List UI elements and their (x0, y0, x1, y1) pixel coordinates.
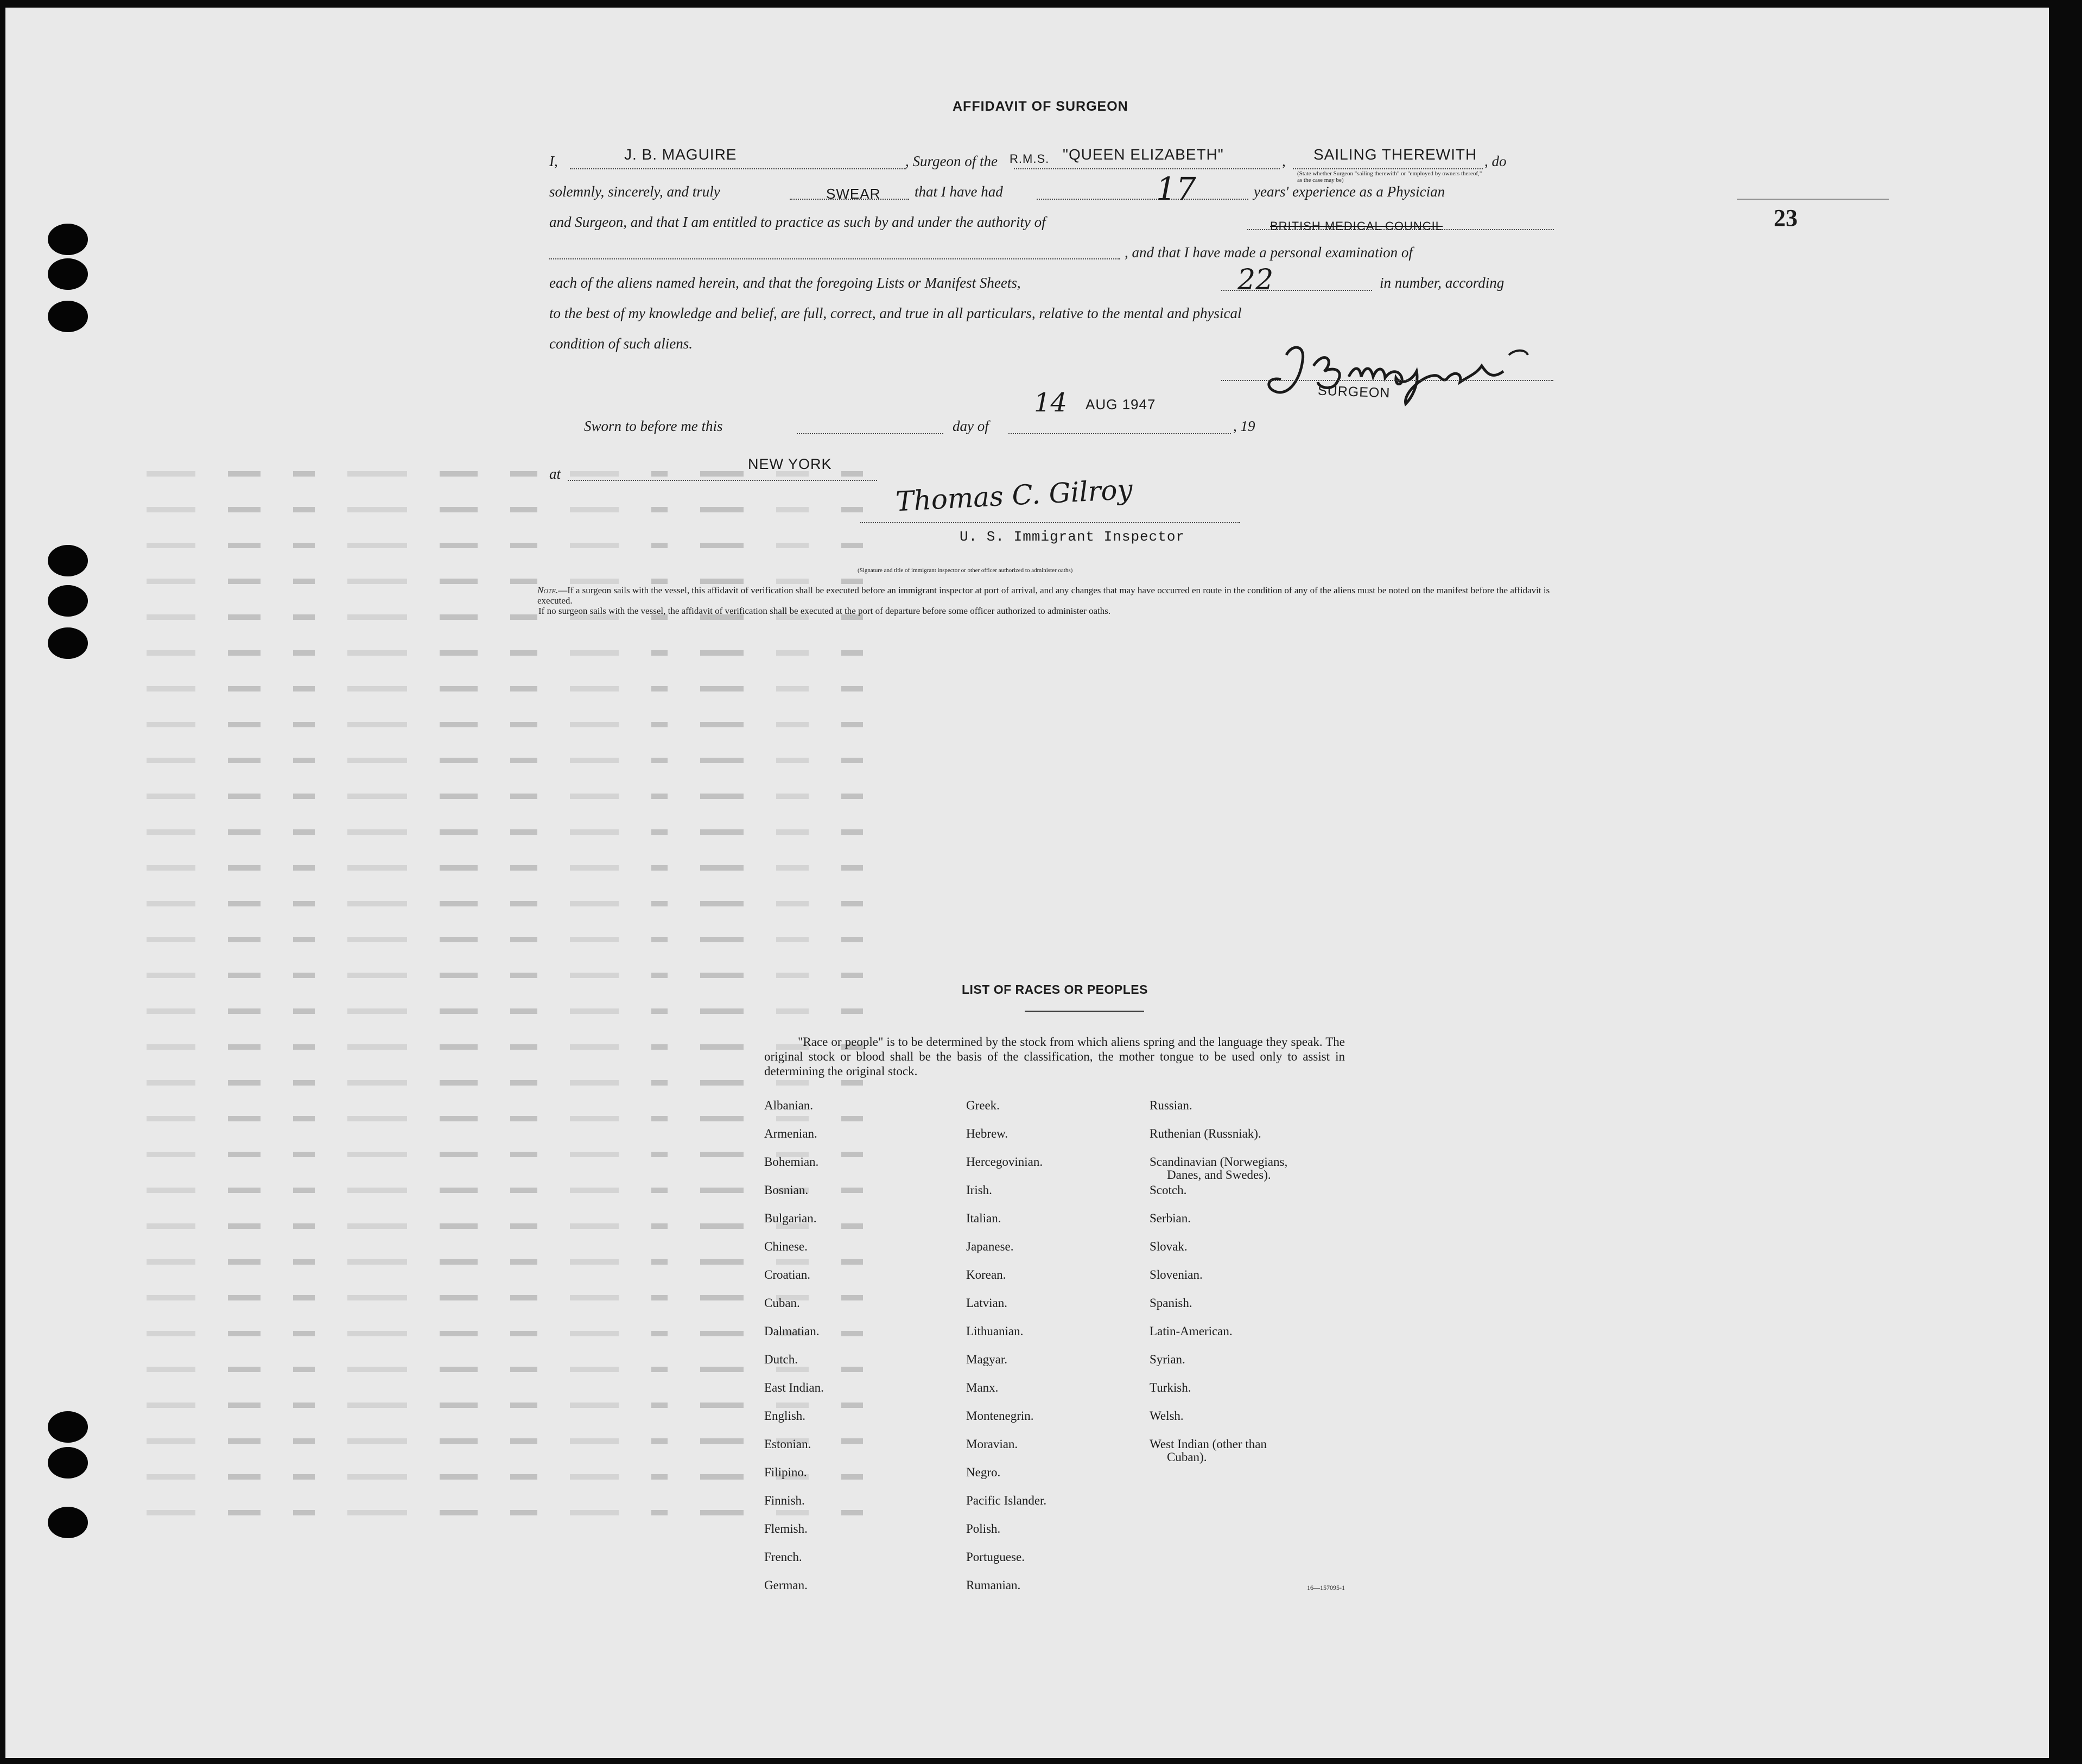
race-item: Pacific Islander. (966, 1494, 1047, 1507)
bleed-row-mark (147, 576, 1938, 585)
race-item: Dalmatian. (764, 1324, 820, 1338)
race-item: Welsh. (1150, 1409, 1184, 1423)
fill-line (568, 480, 877, 481)
race-item: Manx. (966, 1381, 999, 1394)
affidavit-text: in number, according (1380, 275, 1505, 291)
race-item: Scandinavian (Norwegians, (1150, 1155, 1288, 1169)
affidavit-text: and Surgeon, and that I am entitled to practice as such by and under the authority of (549, 214, 1046, 230)
sworn-place: NEW YORK (748, 456, 832, 472)
affidavit-text: that I have had (915, 183, 1003, 200)
bleed-row-mark (147, 1472, 1938, 1481)
affidavit-title: AFFIDAVIT OF SURGEON (953, 99, 1128, 114)
race-item: Russian. (1150, 1099, 1192, 1112)
binder-hole (48, 1411, 88, 1443)
ship-prefix: R.M.S. (1010, 152, 1050, 166)
affidavit-text: I, (549, 153, 558, 169)
binder-hole (48, 1447, 88, 1479)
note-label: Note. (537, 585, 558, 595)
sworn-date-hand: 14 (1034, 388, 1068, 418)
race-item: Bosnian. (764, 1183, 809, 1197)
race-item: Armenian. (764, 1127, 817, 1140)
race-item: Cuban. (764, 1296, 800, 1310)
bleed-row-mark (147, 791, 1938, 800)
fill-line (1037, 199, 1248, 200)
race-item: Rumanian. (966, 1578, 1021, 1592)
bleed-row-mark (147, 1078, 1938, 1087)
race-item: Slovak. (1150, 1240, 1188, 1253)
inspector-signature: Thomas C. Gilroy (894, 473, 1134, 518)
race-item: Greek. (966, 1099, 1000, 1112)
race-item: Flemish. (764, 1522, 808, 1535)
sailing-note: (State whether Surgeon "sailing therewith" or "employed by owners thereof," as the case may be) (1297, 170, 1482, 183)
race-item: Dutch. (764, 1353, 798, 1366)
binder-hole (48, 258, 88, 290)
races-intro: "Race or people" is to be determined by the stock from which aliens spring and the language they speak. The original stock or blood shall be the basis of the classification, the mother tongue to be used only to assist in determining the original stock. (764, 1035, 1345, 1078)
bleed-row-mark (147, 1257, 1938, 1266)
race-item: Chinese. (764, 1240, 808, 1253)
fill-line (570, 168, 906, 169)
race-item: Syrian. (1150, 1353, 1185, 1366)
affidavit-text: to the best of my knowledge and belief, are full, correct, and true in all particulars, relative to the mental and physical (549, 305, 1242, 321)
race-item: Croatian. (764, 1268, 810, 1281)
surgeon-label: SURGEON (1317, 383, 1391, 401)
bleed-row-mark (147, 1185, 1938, 1194)
affidavit-text: condition of such aliens. (549, 335, 693, 352)
binder-hole (48, 301, 88, 332)
race-item: Filipino. (764, 1465, 807, 1479)
authority: BRITISH MEDICAL COUNCIL (1270, 219, 1443, 233)
race-item: French. (764, 1550, 802, 1564)
bleed-row-mark (147, 827, 1938, 836)
race-item: Bulgarian. (764, 1211, 817, 1225)
affidavit-text: , and that I have made a personal examination of (1125, 244, 1413, 261)
race-item: Bohemian. (764, 1155, 819, 1169)
sheet-count: 22 (1237, 264, 1274, 296)
sailing-status: SAILING THEREWITH (1313, 146, 1477, 163)
affidavit-text: , (1282, 153, 1286, 169)
surgeon-signature-image (1254, 333, 1536, 415)
fill-line (860, 522, 1240, 523)
binder-hole (48, 1507, 88, 1538)
race-item: Spanish. (1150, 1296, 1192, 1310)
bleed-row-mark (147, 684, 1938, 693)
ship-name: "QUEEN ELIZABETH" (1063, 146, 1224, 163)
race-item: Japanese. (966, 1240, 1014, 1253)
race-item: Serbian. (1150, 1211, 1191, 1225)
affidavit-note (537, 585, 1558, 616)
sworn-text: , 19 (1233, 418, 1255, 434)
race-item: English. (764, 1409, 806, 1423)
race-item: Moravian. (966, 1437, 1018, 1451)
race-item: Irish. (966, 1183, 992, 1197)
binder-hole (48, 585, 88, 617)
years-experience: 17 (1156, 170, 1196, 207)
bleed-row-mark (147, 648, 1938, 657)
bleed-row-mark (147, 1114, 1938, 1122)
races-title: LIST OF RACES OR PEOPLES (962, 982, 1148, 997)
race-item: Italian. (966, 1211, 1001, 1225)
race-item: Turkish. (1150, 1381, 1191, 1394)
race-item: Estonian. (764, 1437, 811, 1451)
race-item: Cuban). (1167, 1450, 1207, 1464)
inspector-sig-caption: (Signature and title of immigrant inspector or other officer authorized to administer oaths) (858, 567, 1073, 574)
race-item: Montenegrin. (966, 1409, 1034, 1423)
fill-line (1293, 168, 1483, 169)
affidavit-text: each of the aliens named herein, and that the foregoing Lists or Manifest Sheets, (549, 275, 1021, 291)
race-item: Latvian. (966, 1296, 1007, 1310)
bleed-row-mark (147, 1293, 1938, 1302)
affidavit-text: years' experience as a Physician (1254, 183, 1445, 200)
bleed-row-mark (147, 935, 1938, 943)
race-item: Lithuanian. (966, 1324, 1024, 1338)
inspector-title: U. S. Immigrant Inspector (960, 529, 1185, 545)
bleed-row-mark (147, 756, 1938, 764)
race-item: Magyar. (966, 1353, 1008, 1366)
race-item: Negro. (966, 1465, 1001, 1479)
race-item: Polish. (966, 1522, 1001, 1535)
race-item: Slovenian. (1150, 1268, 1203, 1281)
bleed-row-mark (147, 1508, 1938, 1516)
sworn-date-stamp: AUG 1947 (1086, 396, 1156, 413)
bleed-row-mark (147, 899, 1938, 908)
race-item: Danes, and Swedes). (1167, 1168, 1271, 1182)
race-item: West Indian (other than (1150, 1437, 1267, 1451)
bleed-row-mark (147, 1400, 1938, 1409)
race-item: Hebrew. (966, 1127, 1008, 1140)
fill-line (1221, 380, 1553, 381)
binder-hole (48, 627, 88, 659)
bleed-row-mark (147, 970, 1938, 979)
sworn-text: at (549, 466, 561, 482)
surgeon-name: J. B. MAGUIRE (624, 146, 737, 163)
race-item: Finnish. (764, 1494, 805, 1507)
race-item: Korean. (966, 1268, 1006, 1281)
bleed-row-mark (147, 1436, 1938, 1445)
document-page (5, 8, 2049, 1758)
bleed-row-mark (147, 1329, 1938, 1337)
oath-word: SWEAR (826, 186, 881, 202)
race-item: Latin-American. (1150, 1324, 1233, 1338)
race-item: East Indian. (764, 1381, 824, 1394)
race-item: Ruthenian (Russniak). (1150, 1127, 1261, 1140)
affidavit-text: solemnly, sincerely, and truly (549, 183, 720, 200)
binder-hole (48, 545, 88, 576)
page-number-rule (1737, 199, 1889, 200)
affidavit-text: , Surgeon of the (905, 153, 998, 169)
sworn-text: day of (953, 418, 989, 434)
race-item: Albanian. (764, 1099, 814, 1112)
race-item: Scotch. (1150, 1183, 1187, 1197)
sworn-text: Sworn to before me this (584, 418, 723, 434)
bleed-row-mark (147, 469, 1938, 478)
bleed-row-mark (147, 863, 1938, 872)
race-item: Hercegovinian. (966, 1155, 1043, 1169)
race-item: German. (764, 1578, 808, 1592)
race-item: Portuguese. (966, 1550, 1025, 1564)
bleed-row-mark (147, 720, 1938, 728)
affidavit-text: , do (1484, 153, 1507, 169)
binder-hole (48, 224, 88, 255)
note-paragraph-2: If no surgeon sails with the vessel, the affidavit of verification shall be executed at the port of departure before some officer authorized to administer oaths. (538, 606, 1111, 616)
note-paragraph-1: —If a surgeon sails with the vessel, this affidavit of verification shall be executed before an immigrant inspector at port of arrival, and any changes that may have occurred en route in the condition of any of the aliens must be noted on the manifest before the affidavit is executed. (537, 585, 1550, 606)
bleed-row-mark (147, 1365, 1938, 1373)
bleed-row-mark (147, 1221, 1938, 1230)
page-number: 23 (1774, 205, 1798, 231)
fill-line (797, 433, 943, 434)
fill-line (549, 258, 1120, 259)
form-number: 16—157095-1 (1307, 1584, 1345, 1591)
races-title-rule (1025, 1011, 1144, 1012)
fill-line (1008, 433, 1231, 434)
fill-line (1014, 168, 1280, 169)
